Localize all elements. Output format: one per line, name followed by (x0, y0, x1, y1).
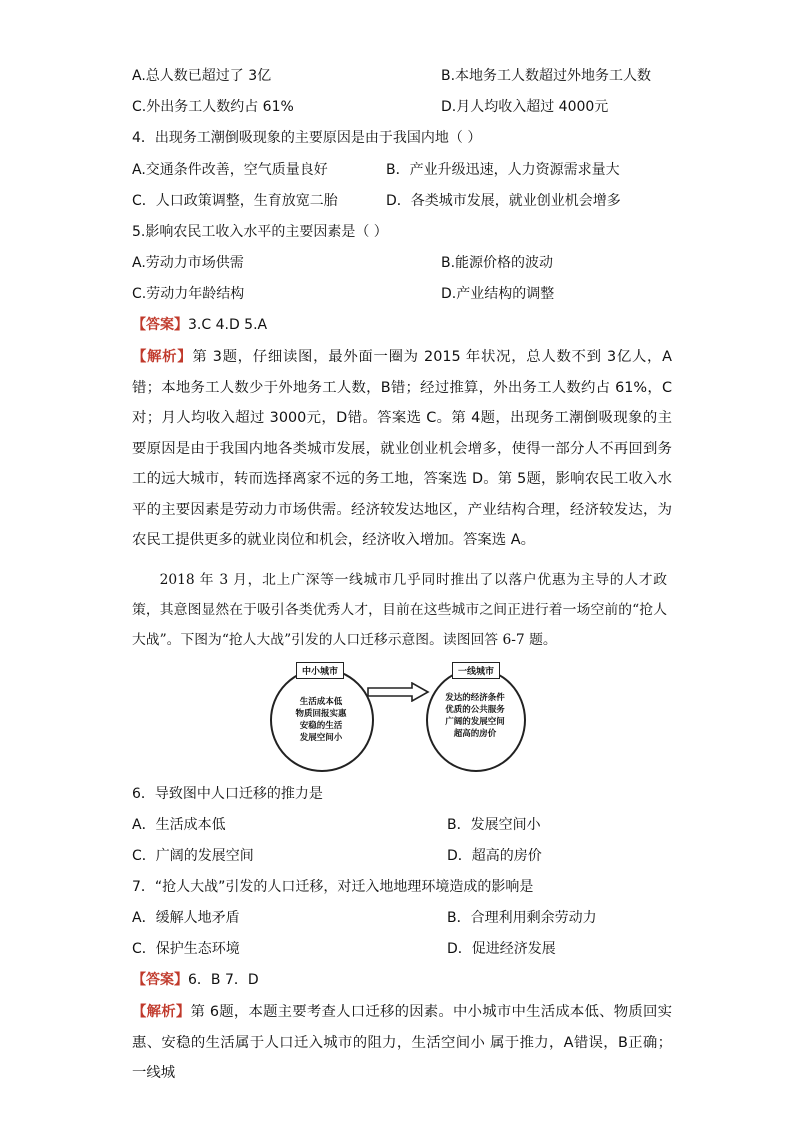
answer-tag: 【答案】 (132, 317, 188, 333)
q7-option-b: B．合理利用剩余劳动力 (447, 910, 597, 926)
migration-arrow (366, 682, 432, 702)
q6-stem: 6．导致图中人口迁移的推力是 (132, 786, 323, 802)
answer-text: 3.C 4.D 5.A (188, 317, 268, 333)
analysis-tag: 【解析】 (132, 349, 193, 365)
q5-option-d: D.产业结构的调整 (441, 286, 555, 302)
q7-stem: 7．“抢人大战”引发的人口迁移，对迁入地地理环境造成的影响是 (132, 879, 534, 895)
analysis-tag: 【解析】 (132, 1004, 191, 1020)
answer-6-7 (132, 970, 259, 990)
q5-option-b: B.能源价格的波动 (441, 255, 554, 271)
answer-text: 6．B 7．D (188, 972, 259, 988)
q4-option-d: D．各类城市发展，就业创业机会增多 (386, 193, 621, 209)
q7-option-c: C．保护生态环境 (132, 941, 240, 957)
q6-option-b: B．发展空间小 (447, 817, 541, 833)
small-city-label: 中小城市 (296, 662, 344, 679)
first-tier-city-factors: 发达的经济条件 优质的公共服务 广阔的发展空间 超高的房价 (445, 693, 505, 739)
q3-option-c: C.外出务工人数约占 61% (132, 99, 294, 115)
q7-option-a: A．缓解人地矛盾 (132, 910, 240, 926)
q5-stem: 5.影响农民工收入水平的主要因素是（ ） (132, 224, 388, 240)
analysis-text: 第 3题，仔细读图，最外面一圈为 2015 年状况，总人数不到 3亿人，A错；本地务工人数少于外地务工人数，B错；经过推算，外出务工人数约占 61%，C对；月人均收入超过 3000元，D错。答案选 C。第 4题，出现务工潮倒吸现象的主要原因是由于我国内地各类城市发展，就业创业机会增多，使得一部分人不再回到务工的远大城市，转而选择离家不远的务工地，答案选 D。第 5题，影响农民工收入水平的主要因素是劳动力市场供需。经济较发达地区，产业结构合理，经济较发达，为农民工提供更多的就业岗位和机会，经济收入增加。答案选 A。 (132, 349, 672, 548)
q5-option-a: A.劳动力市场供需 (132, 255, 244, 271)
q3-option-d: D.月人均收入超过 4000元 (441, 99, 609, 115)
first-tier-city-label: 一线城市 (452, 662, 500, 679)
intro-paragraph: 2018 年 3 月，北上广深等一线城市几乎同时推出了以落户优惠为主导的人才政策，其意图显然在于吸引各类优秀人才，目前在这些城市之间正进行着一场空前的“抢人大战”。下图为“抢人大战”引发的人口迁移示意图。读图回答 6-7 题。 (132, 572, 667, 648)
analysis-6-7 (132, 997, 672, 1089)
analysis-text: 第 6题，本题主要考查人口迁移的因素。中小城市中生活成本低、物质回实惠、安稳的生活属于人口迁入城市的阻力，生活空间小 属于推力，A错误，B正确；一线城 (132, 1004, 672, 1081)
q4-option-c: C．人口政策调整，生育放宽二胎 (132, 193, 338, 209)
q6-option-d: D．超高的房价 (447, 848, 542, 864)
q6-option-a: A．生活成本低 (132, 817, 226, 833)
q7-option-d: D．促进经济发展 (447, 941, 556, 957)
q5-option-c: C.劳动力年龄结构 (132, 286, 245, 302)
answer-tag: 【答案】 (132, 972, 188, 988)
q3-option-b: B.本地务工人数超过外地务工人数 (441, 68, 652, 84)
answer-3-5 (132, 315, 267, 335)
migration-diagram (268, 662, 524, 770)
q6-option-c: C．广阔的发展空间 (132, 848, 254, 864)
small-city-factors: 生活成本低 物质回报实惠 安稳的生活 发展空间小 (295, 697, 347, 743)
q4-option-a: A.交通条件改善，空气质量良好 (132, 162, 328, 178)
q3-option-a: A.总人数已超过了 3亿 (132, 68, 272, 84)
q4-stem: 4．出现务工潮倒吸现象的主要原因是由于我国内地（ ） (132, 130, 482, 146)
analysis-3-5 (132, 342, 672, 556)
q4-option-b: B．产业升级迅速，人力资源需求量大 (386, 162, 620, 178)
